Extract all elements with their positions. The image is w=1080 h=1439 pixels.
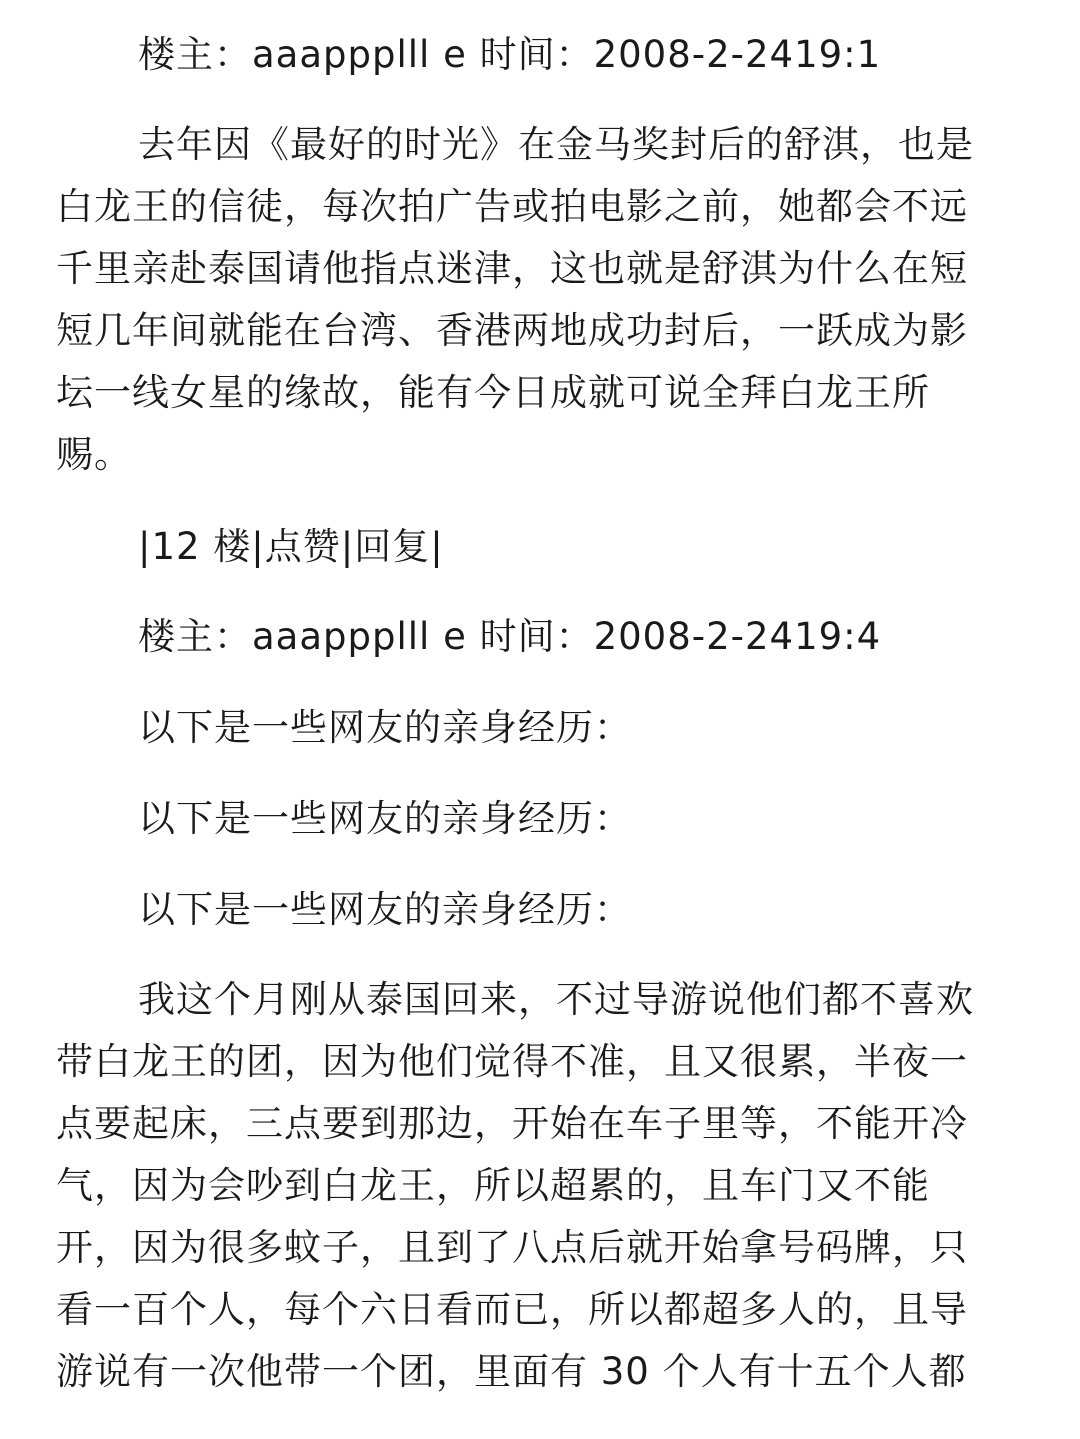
- paragraph-line: 赐。: [56, 433, 132, 476]
- paragraph-line: 去年因《最好的时光》在金马奖封后的舒淇，也是: [138, 123, 974, 166]
- paragraph-line: 我这个月刚从泰国回来，不过导游说他们都不喜欢: [138, 978, 974, 1021]
- paragraph-line: 带白龙王的团，因为他们觉得不准，且又很累，半夜一: [56, 1040, 968, 1083]
- paragraph-line: 坛一线女星的缘故，能有今日成就可说全拜白龙王所: [56, 371, 930, 414]
- paragraph-line: 开，因为很多蚊子，且到了八点后就开始拿号码牌，只: [56, 1226, 968, 1269]
- experiences-heading: 以下是一些网友的亲身经历：: [138, 797, 632, 840]
- experiences-heading: 以下是一些网友的亲身经历：: [138, 706, 632, 749]
- paragraph-line: 短几年间就能在台湾、香港两地成功封后，一跃成为影: [56, 309, 968, 352]
- post-body-3: [56, 969, 1016, 1403]
- paragraph-line: 点要起床，三点要到那边，开始在车子里等，不能开冷: [56, 1102, 968, 1145]
- paragraph-line: 白龙王的信徒，每次拍广告或拍电影之前，她都会不远: [56, 185, 968, 228]
- paragraph-line: 千里亲赴泰国请他指点迷津，这也就是舒淇为什么在短: [56, 247, 968, 290]
- experiences-heading: 以下是一些网友的亲身经历：: [138, 888, 632, 931]
- paragraph-line: 游说有一次他带一个团，里面有 30 个人有十五个人都: [56, 1350, 967, 1393]
- paragraph-line: 看一百个人，每个六日看而已，所以都超多人的，且导: [56, 1288, 968, 1331]
- post-header-1: 楼主：aaappplll e 时间：2008-2-2419:1: [138, 33, 882, 76]
- paragraph-line: 气，因为会吵到白龙王，所以超累的，且车门又不能: [56, 1164, 930, 1207]
- post-body-1: [56, 114, 1016, 486]
- floor-action-bar[interactable]: |12 楼|点赞|回复|: [138, 525, 444, 568]
- post-header-2: 楼主：aaappplll e 时间：2008-2-2419:4: [138, 615, 882, 658]
